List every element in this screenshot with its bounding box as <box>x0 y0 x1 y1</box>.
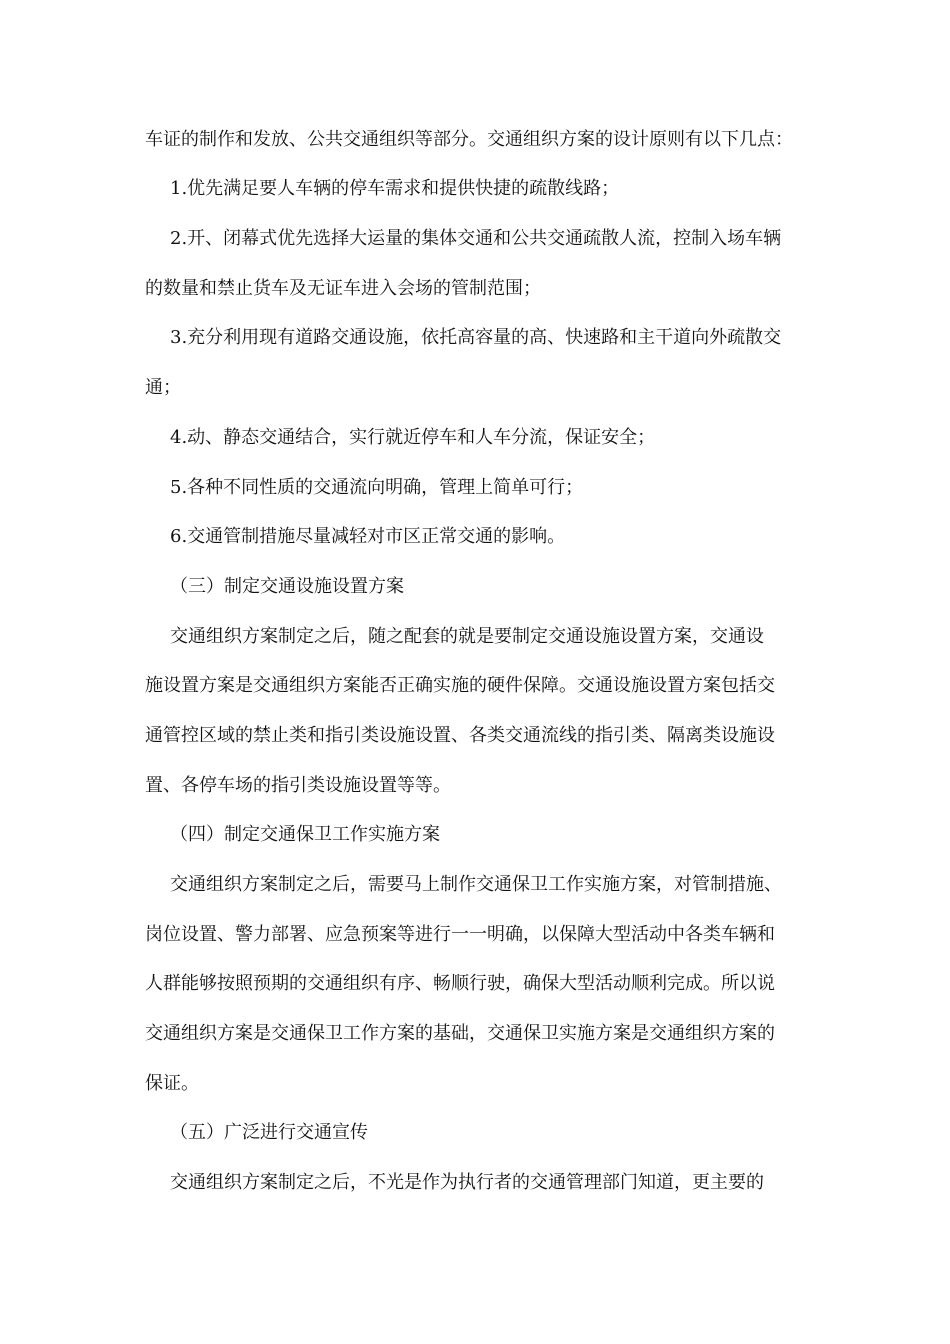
list-item-text: 5.各种不同性质的交通流向明确，管理上简单可行； <box>170 477 584 498</box>
list-item-text: 2.开、闭幕式优先选择大运量的集体交通和公共交通疏散人流，控制入场车辆 <box>170 228 782 249</box>
list-item-text: 的数量和禁止货车及无证车进入会场的管制范围； <box>145 278 541 299</box>
body-text-line: 保证。 <box>145 1073 199 1094</box>
body-text-line: 交通组织方案制定之后，需要马上制作交通保卫工作实施方案，对管制措施、 <box>170 874 782 895</box>
section-heading: （五）广泛进行交通宣传 <box>170 1122 368 1143</box>
body-text-line: 人群能够按照预期的交通组织有序、畅顺行驶，确保大型活动顺利完成。所以说 <box>145 973 775 994</box>
list-item-text: 6.交通管制措施尽量减轻对市区正常交通的影响。 <box>170 526 566 547</box>
body-text-line: 交通组织方案制定之后，不光是作为执行者的交通管理部门知道，更主要的 <box>170 1172 764 1193</box>
body-text-line: 交通组织方案是交通保卫工作方案的基础，交通保卫实施方案是交通组织方案的 <box>145 1023 775 1044</box>
body-text-line: 通管控区域的禁止类和指引类设施设置、各类交通流线的指引类、隔离类设施设 <box>145 725 775 746</box>
body-text-line: 交通组织方案制定之后，随之配套的就是要制定交通设施设置方案，交通设 <box>170 626 764 647</box>
body-text-line: 置、各停车场的指引类设施设置等等。 <box>145 775 451 796</box>
list-item-text: 4.动、静态交通结合，实行就近停车和人车分流，保证安全； <box>170 427 656 448</box>
section-heading: （三）制定交通设施设置方案 <box>170 576 404 597</box>
body-text-line: 岗位设置、警力部署、应急预案等进行一一明确，以保障大型活动中各类车辆和 <box>145 924 775 945</box>
list-item-text: 1.优先满足要人车辆的停车需求和提供快捷的疏散线路； <box>170 178 620 199</box>
body-text-line: 施设置方案是交通组织方案能否正确实施的硬件保障。交通设施设置方案包括交 <box>145 675 775 696</box>
body-text-line: 车证的制作和发放、公共交通组织等部分。交通组织方案的设计原则有以下几点： <box>145 129 793 150</box>
list-item-text: 3.充分利用现有道路交通设施，依托高容量的高、快速路和主干道向外疏散交 <box>170 327 782 348</box>
list-item-text: 通； <box>145 377 181 398</box>
section-heading: （四）制定交通保卫工作实施方案 <box>170 824 440 845</box>
